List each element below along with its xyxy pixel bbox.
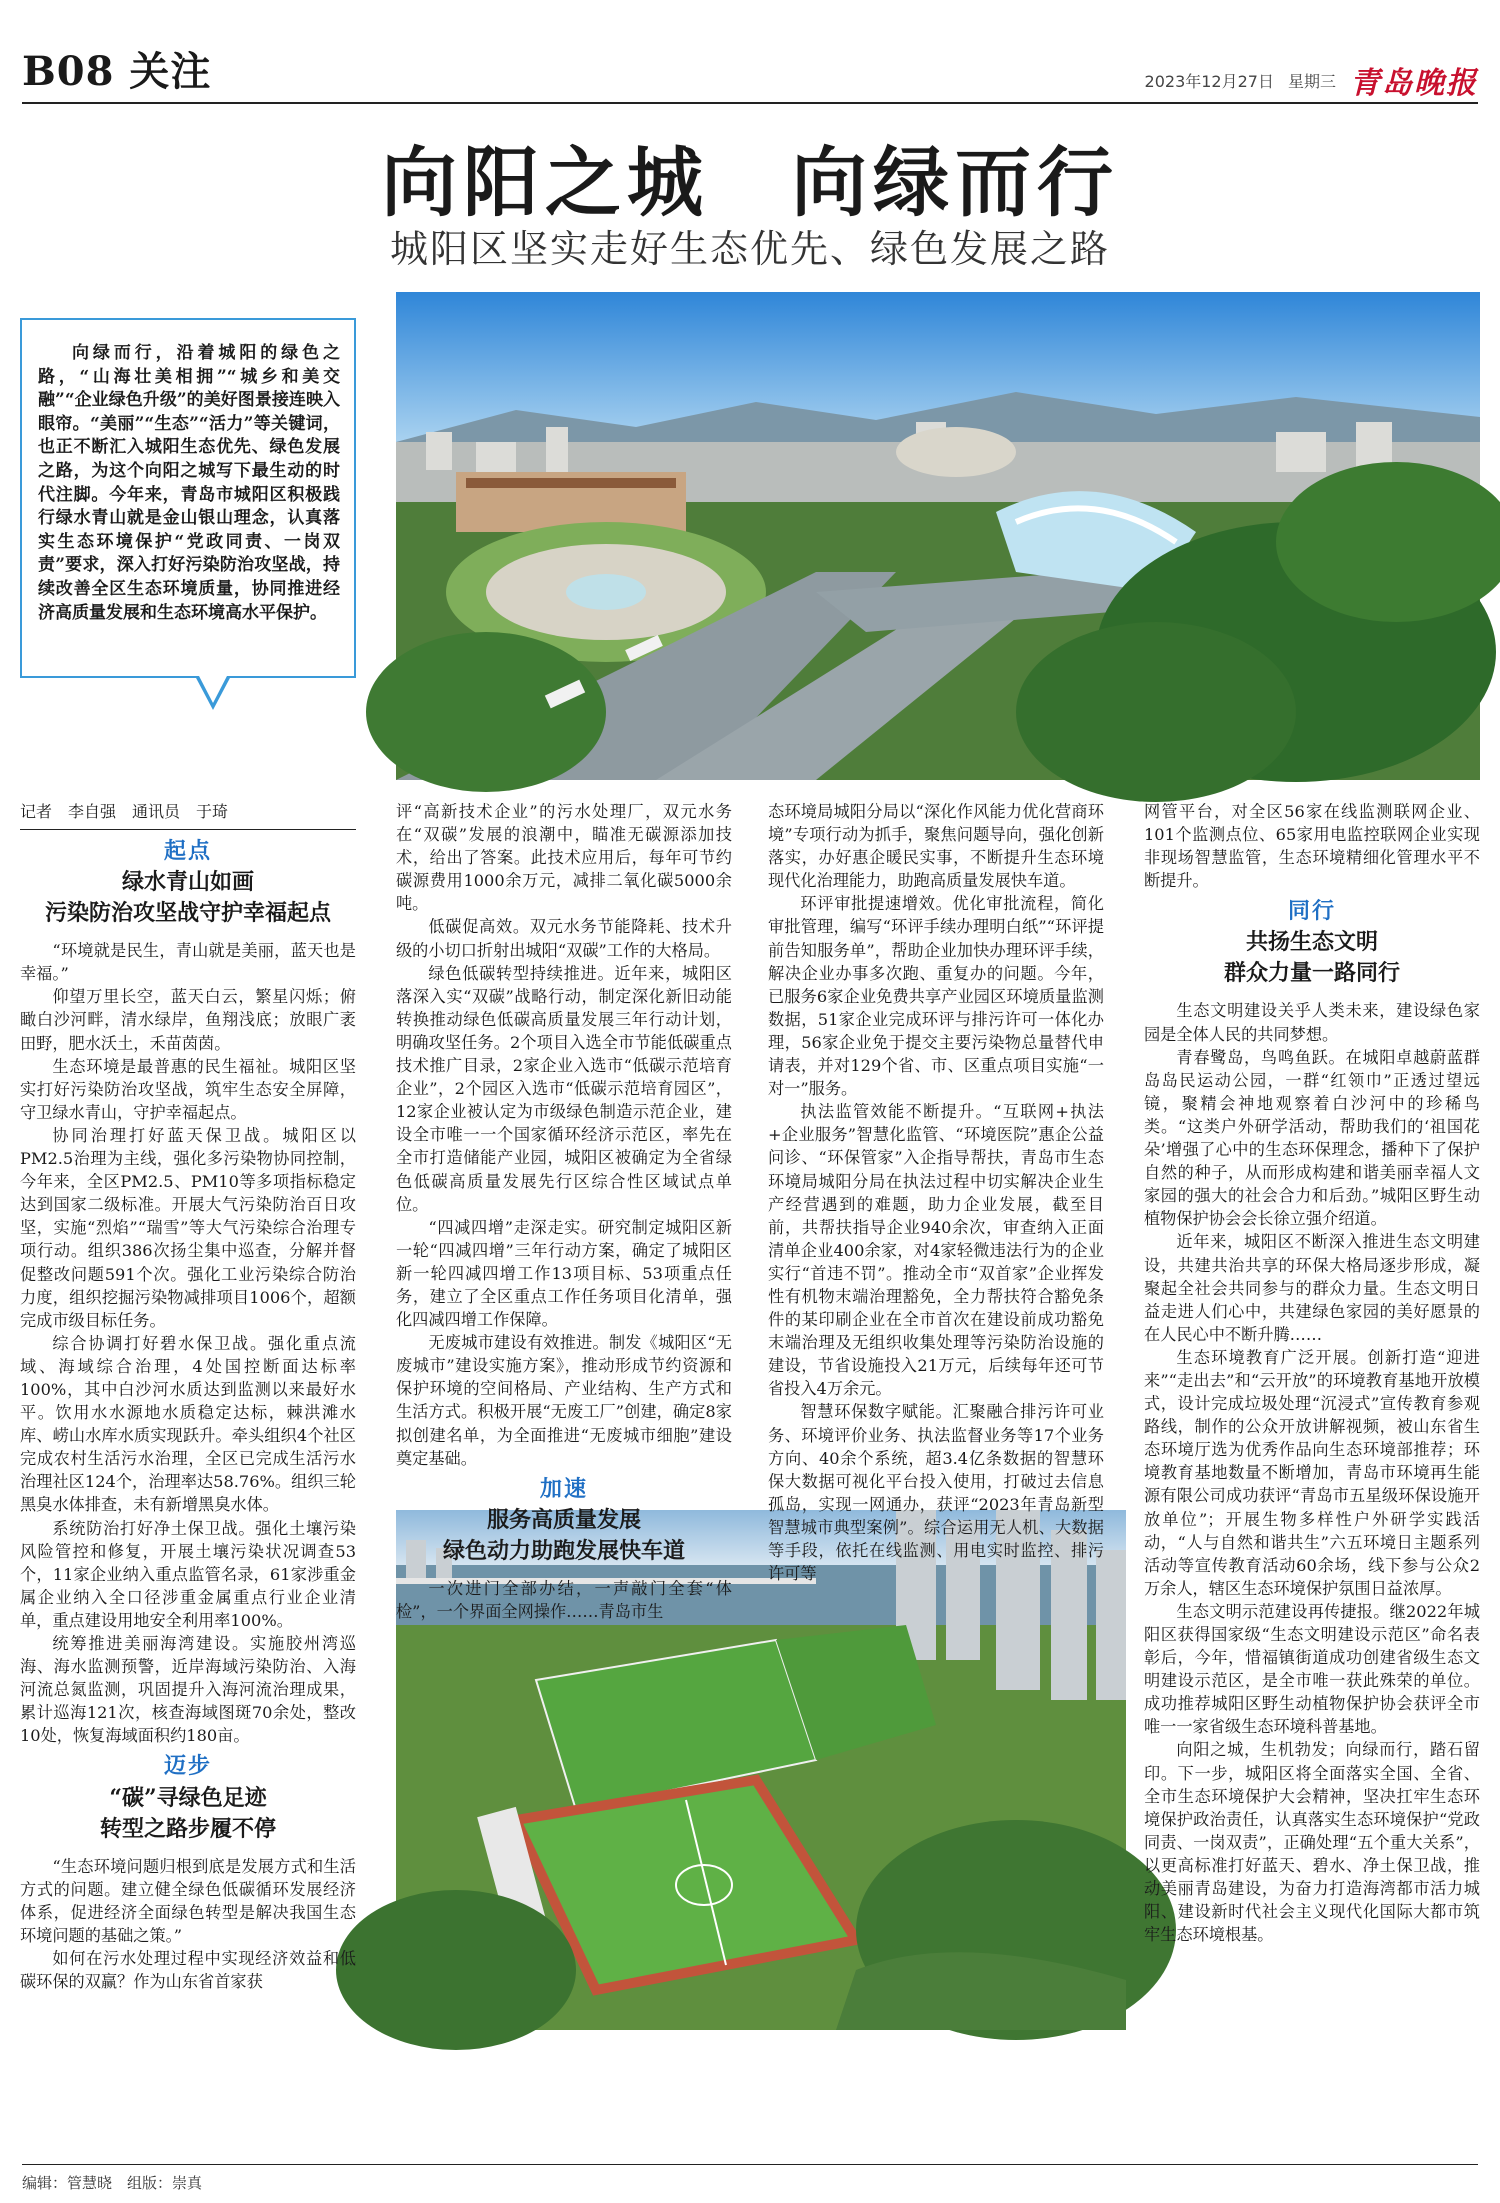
- paragraph: “生态环境问题归根到底是发展方式和生活方式的问题。建立健全绿色低碳循环发展经济体系，促进经济全面绿色转型是解决我国生态环境问题的基础之策。”: [20, 1856, 356, 1945]
- paragraph: “环境就是民生，青山就是美丽，蓝天也是幸福。”: [20, 941, 356, 984]
- header-info: [1145, 58, 1478, 102]
- paragraph: 如何在污水处理过程中实现经济效益和低碳环保的双赢？作为山东省首家获: [20, 1948, 356, 1992]
- paragraph: 一次进门全部办结，一声敲门全套“体检”，一个界面全网操作……青岛市生: [396, 1578, 732, 1621]
- paragraph: 执法监管效能不断提升。“互联网+执法+企业服务”智慧化监管、“环境医院”惠企公益问诊、“环保管家”入企指导帮扶，青岛市生态环境局城阳分局在执法过程中切实解决企业生产经营遇到的难题，助力企业发展，截至目前，共帮扶指导企业940余次，审查纳入正面清单企业400余家，对4家轻微违法行为的企业实行“首违不罚”。推动全市“双首家”企业挥发性有机物末端治理豁免，全力帮扶符合豁免条件的某印刷企业在全市首次在建设前成功豁免末端治理及无组织收集处理等污染防治设施的建设，节省设施投入21万元，后续每年还可节省投入4万余元。: [768, 1102, 1104, 1399]
- issue-weekday: 星期三: [1287, 71, 1336, 91]
- paragraph: “四减四增”走深走实。研究制定城阳区新一轮“四减四增”三年行动方案，确定了城阳区新一轮四减四增工作13项目标、53项重点任务，建立了全区重点工作任务项目化清单，强化四减四增工作保障。: [396, 1217, 732, 1330]
- paragraph: 无废城市建设有效推进。制发《城阳区“无废城市”建设实施方案》，推动形成节约资源和保护环境的空间格局、产业结构、生产方式和生活方式。积极开展“无废工厂”创建，确定8家拟创建名单，为全面推进“无废城市细胞”建设奠定基础。: [396, 1333, 732, 1468]
- paragraph: 环评审批提速增效。优化审批流程，简化审批管理，编写“环评手续办理明白纸”“环评提前告知服务单”，帮助企业加快办理环评手续，解决企业办事多次跑、重复办的问题。今年，已服务6家企业免费共享产业园区环境质量监测数据，51家企业完成环评与排污许可一体化办理，56家企业免于提交主要污染物总量替代申请表，并对129个省、市、区重点项目实施“一对一”服务。: [768, 894, 1104, 1099]
- section-tag-tongxing: 同行: [1287, 898, 1336, 925]
- paragraph: 统筹推进美丽海湾建设。实施胶州湾巡海、海水监测预警，近岸海域污染防治、入海河流总氮监测，巩固提升入海河流治理成果，累计巡海121次，核查海域图斑70余处，整改10处，恢复海域面积约180亩。: [20, 1634, 356, 1746]
- paragraph: 智慧环保数字赋能。汇聚融合排污许可业务、环境评价业务、执法监督业务等17个业务方向、40余个系统，超3.4亿条数据的智慧环保大数据可视化平台投入使用，打破过去信息孤岛，实现一网通办，获评“2023年青岛新型智慧城市典型案例”。综合运用无人机、大数据等手段，依托在线监测、用电实时监控、排污许可等: [768, 1402, 1104, 1584]
- section-tag-jiasu: 加速: [539, 1475, 588, 1502]
- headline: 向阳之城 向绿而行: [381, 138, 1119, 227]
- paragraph: 低碳促高效。双元水务节能降耗、技术升级的小切口折射出城阳“双碳”工作的大格局。: [396, 917, 732, 960]
- page-label: B08 关注: [22, 48, 212, 95]
- paragraph: 青春鹭岛，鸟鸣鱼跃。在城阳卓越蔚蓝群岛岛民运动公园，一群“红领巾”正透过望远镜，聚精会神地观察着白沙河中的珍稀鸟类。“这类户外研学活动，帮助我们的‘祖国花朵’增强了心中的生态环保理念，播种下了保护自然的种子，从而形成构建和谐美丽幸福人文家园的强大的社会合力和后劲。”城阳区野生动植物保护协会会长徐立强介绍道。: [1144, 1047, 1480, 1229]
- paragraph: 仰望万里长空，蓝天白云，繁星闪烁；俯瞰白沙河畔，清水绿岸，鱼翔浅底；放眼广袤田野，肥水沃土，禾苗茵茵。: [20, 987, 356, 1053]
- paragraph: 向阳之城，生机勃发；向绿而行，踏石留印。下一步，城阳区将全面落实全国、全省、全市生态环境保护大会精神，坚决扛牢生态环境保护政治责任，认真落实生态环境保护“党政同责、一岗双责”，正确处理“五个重大关系”，以更高标准打好蓝天、碧水、净土保卫战，推动美丽青岛建设，为奋力打造海湾都市活力城阳、建设新时代社会主义现代化国际大都市筑牢生态环境根基。: [1144, 1740, 1480, 1945]
- column-3: [768, 800, 1104, 1584]
- section-title-maibu: “碳”寻绿色足迹 转型之路步履不停: [99, 1784, 276, 1842]
- subheadline: 城阳区坚实走好生态优先、绿色发展之路: [389, 227, 1110, 271]
- header-rule: [22, 102, 1478, 104]
- footer-credits: 编辑：管慧晓 组版：崇真: [22, 2174, 203, 2192]
- paragraph: 协同治理打好蓝天保卫战。城阳区以PM2.5治理为主线，强化多污染物协同控制，今年来，全区PM2.5、PM10等多项指标稳定达到国家二级标准。开展大气污染防治百日攻坚，实施“烈焰”“瑞雪”等大气污染综合治理专项行动。组织386次扬尘集中巡查，分解并督促整改问题591个次。强化工业污染综合防治力度，组织挖掘污染物减排项目1006个，超额完成市级目标任务。: [20, 1125, 356, 1330]
- section-tag-maibu: 迈步: [163, 1753, 212, 1780]
- intro-box-pointer-inner: [198, 674, 228, 703]
- paragraph: 评“高新技术企业”的污水处理厂，双元水务在“双碳”发展的浪潮中，瞄准无碳源添加技术，给出了答案。此技术应用后，每年可节约碳源费用1000余万元，减排二氧化碳5000余吨。: [396, 802, 732, 914]
- column-4: [1144, 800, 1480, 2160]
- paragraph: 网管平台，对全区56家在线监测联网企业、101个监测点位、65家用电监控联网企业实现非现场智慧监管，生态环境精细化管理水平不断提升。: [1144, 802, 1480, 891]
- paragraph: 生态文明建设关乎人类未来，建设绿色家园是全体人民的共同梦想。: [1144, 1001, 1480, 1044]
- paragraph: 系统防治打好净土保卫战。强化土壤污染风险管控和修复，开展土壤污染状况调查53个，11家企业纳入重点监管名录，61家涉重金属企业纳入全口径涉重金属重点行业企业清单，重点建设用地安全利用率100%。: [20, 1518, 356, 1630]
- paragraph: 绿色低碳转型持续推进。近年来，城阳区落深入实“双碳”战略行动，制定深化新旧动能转换推动绿色低碳高质量发展三年行动计划，明确攻坚任务。2个项目入选全市节能低碳重点技术推广目录，2家企业入选市“低碳示范培育企业”，2个园区入选市“低碳示范培育园区”，12家企业被认定为市级绿色制造示范企业，建设全市唯一一个国家循环经济示范区，率先在全市打造储能产业园，城阳区被确定为全省绿色低碳高质量发展先行区综合性区域试点单位。: [396, 963, 732, 1214]
- section-title-qidian: 绿水青山如画 污染防治攻坚战守护幸福起点: [44, 869, 331, 927]
- byline: 记者 李自强 通讯员 于琦: [20, 800, 356, 830]
- paragraph: 生态环境是最普惠的民生福祉。城阳区坚实打好污染防治攻坚战，筑牢生态安全屏障，守卫绿水青山，守护幸福起点。: [20, 1056, 356, 1122]
- paragraph: 综合协调打好碧水保卫战。强化重点流域、海域综合治理，4处国控断面达标率100%，其中白沙河水质达到监测以来最好水平。饮用水水源地水质稳定达标，棘洪滩水库、崂山水库水质实现跃升。牵头组织4个社区完成农村生活污水治理，全区已完成生活污水治理社区124个，治理率达58.76%。组织三轮黑臭水体排查，未有新增黑臭水体。: [20, 1333, 356, 1515]
- column-1: [20, 800, 356, 2160]
- section-title-tongxing: 共扬生态文明 群众力量一路同行: [1223, 929, 1400, 987]
- intro-box: 向绿而行，沿着城阳的绿色之路，“山海壮美相拥”“城乡和美交融”“企业绿色升级”的美好图景接连映入眼帘。“美丽”“生态”“活力”等关键词，也正不断汇入城阳生态优先、绿色发展之路，为这个向阳之城写下最生动的时代注脚。今年来，青岛市城阳区积极践行绿水青山就是金山银山理念，认真落实生态环境保护“党政同责、一岗双责”要求，深入打好污染防治攻坚战，持续改善全区生态环境质量，协同推进经济高质量发展和生态环境高水平保护。: [20, 318, 356, 678]
- column-2: [396, 800, 732, 1621]
- footer-rule: [22, 2164, 1478, 2165]
- section-tag-qidian: 起点: [163, 838, 212, 865]
- paper-logo: 青岛晚报: [1350, 66, 1478, 101]
- section-title-jiasu: 服务高质量发展 绿色动力助跑发展快车道: [442, 1506, 685, 1564]
- aerial-plaza-photo: [396, 292, 1480, 780]
- paragraph: 近年来，城阳区不断深入推进生态文明建设，共建共治共享的环保大格局逐步形成，凝聚起全社会共同参与的群众力量。生态文明日益走进人们心中，共建绿色家园的美好愿景的在人民心中不断升腾……: [1144, 1232, 1480, 1344]
- paragraph: 生态文明示范建设再传捷报。继2022年城阳区获得国家级“生态文明建设示范区”命名表彰后，今年，惜福镇街道成功创建省级生态文明建设示范区，是全市唯一获此殊荣的单位。成功推荐城阳区野生动植物保护协会获评全市唯一一家省级生态环境科普基地。: [1144, 1601, 1480, 1737]
- paragraph: 生态环境教育广泛开展。创新打造“迎进来”“走出去”和“云开放”的环境教育基地开放模式，设计完成垃圾处理“沉浸式”宣传教育参观路线，制作的公众开放讲解视频，被山东省生态环境厅选为优秀作品向生态环境部推荐；环境教育基地数量不断增加，青岛市环境再生能源有限公司成功获评“青岛市五星级环保设施开放单位”；开展生物多样性户外研学实践活动，“人与自然和谐共生”六五环境日主题系列活动等宣传教育活动60余场，线下参与公众2万余人，辖区生态环境保护氛围日益浓厚。: [1144, 1347, 1480, 1598]
- paragraph: 态环境局城阳分局以“深化作风能力优化营商环境”专项行动为抓手，聚焦问题导向，强化创新落实，办好惠企暖民实事，不断提升生态环境现代化治理能力，助跑高质量发展快车道。: [768, 802, 1104, 891]
- issue-date: 2023年12月27日: [1144, 71, 1274, 91]
